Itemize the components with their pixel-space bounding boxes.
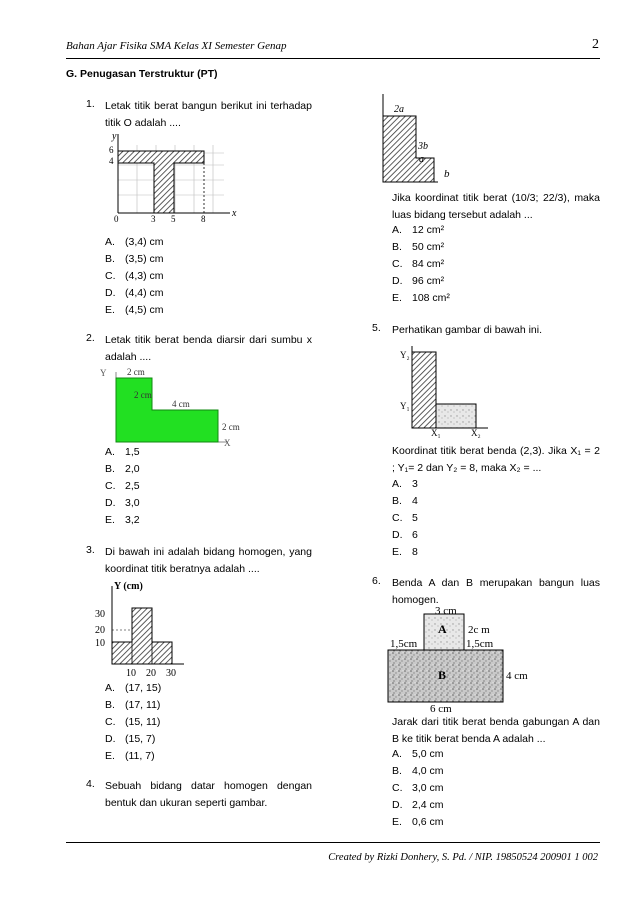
q4-label-b: b [444,168,450,180]
q3-option-b[interactable]: B. (17, 11) [105,699,161,711]
q1-option-b[interactable]: B. (3,5) cm [105,253,164,265]
q6-text-2: Jarak dari titik berat benda gabungan A dan B ke titik berat benda A adalah ... [392,716,600,745]
q1-text: Letak titik berat bangun berikut ini terhadap titik O adalah .... [105,100,312,129]
q1-figure [104,130,244,222]
q3-xtick-10: 10 [126,668,136,679]
q6-label-left: 1,5cm [390,638,418,650]
q6-label-right: 1,5cm [466,638,494,650]
q1-x-label: x [232,208,237,219]
q4-options [392,222,450,307]
q5-option-a[interactable]: A. 3 [392,478,418,490]
q3-y-label: Y (cm) [114,581,143,592]
q2-figure [96,364,256,448]
q1-tick-5: 5 [171,214,176,222]
q2-label-step: 2 cm [134,390,152,400]
footer-rule [66,842,600,843]
q1-option-d[interactable]: D. (4,4) cm [105,287,164,299]
q5-option-d[interactable]: D. 6 [392,529,418,541]
q3-option-d[interactable]: D. (15, 7) [105,733,156,745]
q4-option-a[interactable]: A. 12 cm² [392,224,445,236]
q5-option-e[interactable]: E. 8 [392,546,418,558]
q1-tick-6: 6 [109,145,114,155]
q6-option-a[interactable]: A. 5,0 cm [392,748,444,760]
q6-option-d[interactable]: D. 2,4 cm [392,799,444,811]
q6-option-e[interactable]: E. 0,6 cm [392,816,444,828]
q2-option-a[interactable]: A. 1,5 [105,446,140,458]
q5-label-y2: Y₂ [400,350,410,360]
q6-option-c[interactable]: C. 3,0 cm [392,782,444,794]
q4-label-3b: 3b [418,141,428,152]
q5-text-2: Koordinat titik berat benda (2,3). Jika X₁ = 2 ; Y₁= 2 dan Y₂ = 8, maka X₂ = ... [392,445,600,474]
q4-number: 4. [86,778,95,790]
q4-option-c[interactable]: C. 84 cm² [392,258,445,270]
q6-figure [380,604,540,714]
q6-number: 6. [372,575,381,587]
q2-option-e[interactable]: E. 3,2 [105,514,140,526]
q3-xtick-30: 30 [166,668,176,679]
q2-y-label: Y [100,368,107,378]
q3-figure [92,578,192,680]
q3-options [105,680,161,765]
q2-number: 2. [86,332,95,344]
q2-label-top: 2 cm [127,367,145,377]
q5-text: Perhatikan gambar di bawah ini. [392,324,543,336]
q6-label-4cm: 4 cm [506,670,528,682]
q5-label-y1: Y₁ [400,401,410,411]
q5-label-x1: X₁ [431,428,441,438]
q6-options [392,746,444,831]
q1-number: 1. [86,98,95,110]
q2-option-d[interactable]: D. 3,0 [105,497,140,509]
q5-label-x2: X₂ [471,428,481,438]
q4-option-b[interactable]: B. 50 cm² [392,241,445,253]
q4-text: Sebuah bidang datar homogen dengan bentuk dan ukuran seperti gambar. [105,780,312,809]
q6-label-6cm: 6 cm [430,703,452,714]
q5-figure [396,342,492,440]
q6-label-b: B [438,668,447,682]
q1-tick-8: 8 [201,214,206,222]
q3-option-e[interactable]: E. (11, 7) [105,750,155,762]
q4-label-a: a [419,154,424,165]
q3-tick-20: 20 [95,625,105,636]
q5-number: 5. [372,322,381,334]
q4-text-2: Jika koordinat titik berat (10/3; 22/3), maka luas bidang tersebut adalah ... [392,192,600,221]
q1-tick-0: 0 [114,214,119,222]
page-number: 2 [592,37,599,52]
q3-tick-30: 30 [95,609,105,620]
q1-option-c[interactable]: C. (4,3) cm [105,270,164,282]
q2-label-height: 2 cm [222,422,240,432]
q3-option-c[interactable]: C. (15, 11) [105,716,161,728]
q4-option-d[interactable]: D. 96 cm² [392,275,445,287]
q3-xtick-20: 20 [146,668,156,679]
q3-option-a[interactable]: A. (17, 15) [105,682,162,694]
q6-option-b[interactable]: B. 4,0 cm [392,765,444,777]
q6-label-2cm: 2c m [468,624,490,636]
q3-tick-10: 10 [95,638,105,649]
q6-label-a: A [438,622,447,636]
header-rule [66,58,600,59]
q2-label-width: 4 cm [172,399,190,409]
q5-options [392,476,418,561]
q1-y-label: y [112,131,117,142]
q2-option-b[interactable]: B. 2,0 [105,463,140,475]
q1-option-e[interactable]: E. (4,5) cm [105,304,164,316]
q2-option-c[interactable]: C. 2,5 [105,480,140,492]
q4-figure [378,92,458,188]
q6-text: Benda A dan B merupakan bangun luas homogen. [392,577,600,606]
q1-option-a[interactable]: A. (3,4) cm [105,236,164,248]
q2-x-label: X [224,438,231,448]
q1-options [105,234,164,319]
q2-options [105,444,140,529]
q5-option-c[interactable]: C. 5 [392,512,418,524]
footer-credit: Created by Rizki Donhery, S. Pd. / NIP. 19850524 200901 1 002 [328,852,598,863]
section-title: G. Penugasan Terstruktur (PT) [66,68,218,80]
q3-number: 3. [86,544,95,556]
q3-text: Di bawah ini adalah bidang homogen, yang koordinat titik beratnya adalah .... [105,546,312,575]
q4-option-e[interactable]: E. 108 cm² [392,292,450,304]
q4-label-2a: 2a [394,104,404,115]
q6-label-top: 3 cm [435,605,457,617]
q1-tick-3: 3 [151,214,156,222]
q2-text: Letak titik berat benda diarsir dari sumbu x adalah .... [105,334,312,363]
q5-option-b[interactable]: B. 4 [392,495,418,507]
q1-tick-4: 4 [109,156,114,166]
header-title: Bahan Ajar Fisika SMA Kelas XI Semester Genap [66,40,287,52]
